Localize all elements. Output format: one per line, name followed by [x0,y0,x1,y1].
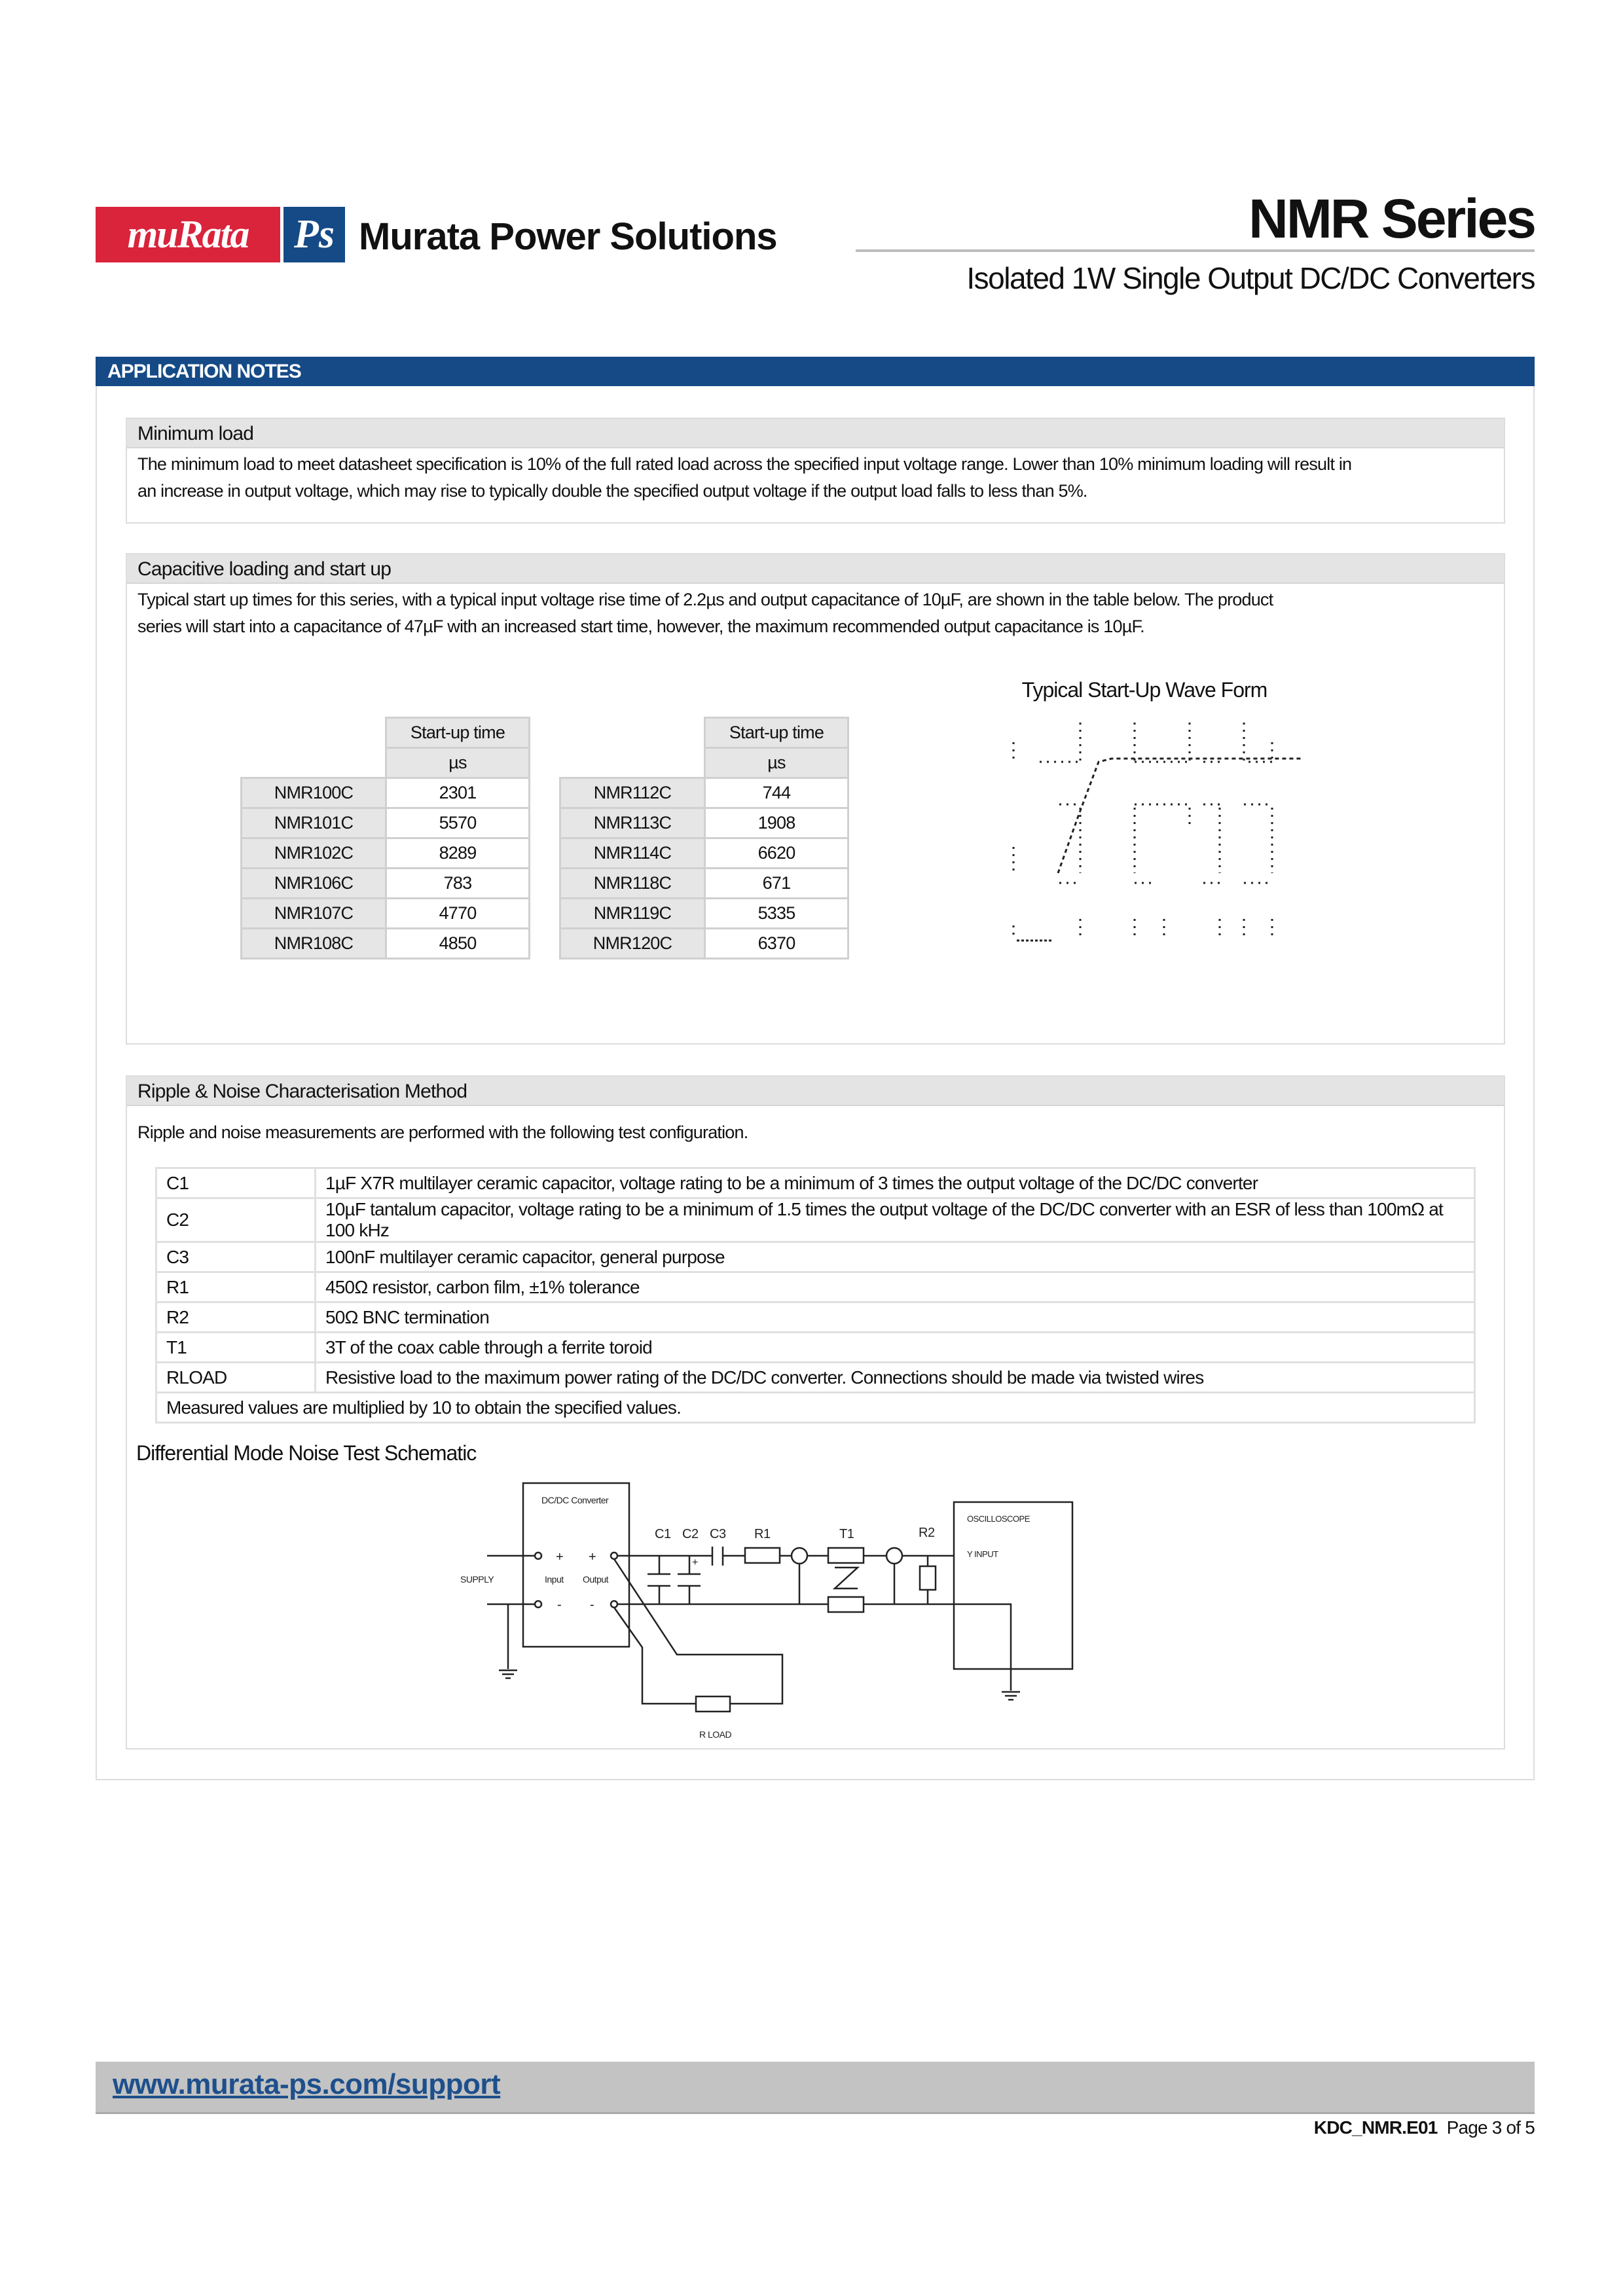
model-cell: NMR107C [242,899,386,929]
t1-coupling-symbol [835,1568,858,1588]
y-input-label: Y INPUT [967,1549,998,1559]
converter-label: DC/DC Converter [541,1495,609,1505]
model-cell: NMR108C [242,929,386,959]
schematic-title: Differential Mode Noise Test Schematic [136,1441,477,1465]
supply-label: SUPPLY [460,1574,494,1585]
text-line: Typical start up times for this series, with a typical input voltage rise time of 2.2µs and output capacitance of 10µF, are shown in the table below. The product [137,590,1273,609]
page-info [1314,2117,1535,2138]
scope-label: OSCILLOSCOPE [967,1514,1030,1524]
r2-label: R2 [919,1526,935,1540]
model-cell: NMR120C [560,929,705,959]
logo-text: muRata [127,213,249,256]
column-header: Start-up time [705,718,848,748]
startup-time-cell: 4850 [386,929,530,959]
startup-time-cell: 2301 [386,778,530,808]
model-cell: NMR112C [560,778,705,808]
unit-header: µs [705,748,848,778]
c1-label: C1 [655,1527,671,1541]
startup-time-cell: 6370 [705,929,848,959]
startup-time-cell: 783 [386,869,530,899]
startup-time-cell: 8289 [386,838,530,869]
t1-toroid-top [828,1548,864,1563]
rload-resistor [696,1696,730,1712]
startup-time-cell: 5570 [386,808,530,838]
text-line: series will start into a capacitance of 47µF with an increased start time, however, the maximum recommended output capacitance is 10µF. [137,617,1144,636]
page-title: NMR Series [1249,188,1535,249]
description-cell: 10µF tantalum capacitor, voltage rating to be a minimum of 1.5 times the output voltage of the DC/DC converter with an ESR of less than 100mΩ at 100 kHz [316,1198,1475,1242]
brand-name: Murata Power Solutions [359,215,777,258]
section-heading: Ripple & Noise Characterisation Method [127,1077,1504,1106]
model-cell: NMR113C [560,808,705,838]
t1-toroid-bottom [828,1597,864,1612]
model-cell: NMR100C [242,778,386,808]
note-cell: Measured values are multiplied by 10 to obtain the specified values. [156,1393,1475,1423]
component-cell: R1 [156,1272,316,1302]
c3-symbol [712,1547,723,1566]
input-plus-terminal [535,1552,541,1559]
dcdc-converter-box [523,1483,629,1647]
plus-label: + [589,1550,596,1564]
c3-label: C3 [710,1527,726,1541]
model-cell: NMR102C [242,838,386,869]
startup-time-cell: 1908 [705,808,848,838]
oscilloscope-box [954,1502,1072,1669]
component-cell: C1 [156,1168,316,1198]
section-bar: APPLICATION NOTES [96,357,1535,386]
description-cell: 1µF X7R multilayer ceramic capacitor, voltage rating to be a minimum of 3 times the output voltage of the DC/DC converter [316,1168,1475,1198]
ripple-intro: Ripple and noise measurements are performed with the following test configuration. [137,1122,748,1142]
startup-time-cell: 4770 [386,899,530,929]
startup-time-cell: 5335 [705,899,848,929]
component-cell: R2 [156,1302,316,1333]
input-label: Input [545,1574,564,1585]
rload-wires [614,1559,782,1704]
doc-code: KDC_NMR.E01 [1313,2117,1438,2138]
section-heading: Capacitive loading and start up [127,554,1504,584]
bnc-connector [886,1548,902,1564]
rload-label: R LOAD [699,1729,732,1740]
component-cell: RLOAD [156,1363,316,1393]
support-link[interactable]: www.murata-ps.com/support [113,2068,501,2100]
text-line: The minimum load to meet datasheet specification is 10% of the full rated load across the specified input voltage range. Lower than 10% minimum loading will result in [137,454,1352,474]
output-minus-terminal [611,1601,617,1607]
output-label: Output [583,1574,609,1585]
plus-label: + [556,1550,564,1564]
column-header: Start-up time [386,718,530,748]
c2-polarity: + [692,1557,698,1568]
r1-label: R1 [754,1527,771,1541]
startup-time-cell: 744 [705,778,848,808]
page-number: Page 3 of 5 [1446,2117,1535,2138]
unit-header: µs [386,748,530,778]
text-line: an increase in output voltage, which may rise to typically double the specified output voltage if the output load falls to less than 5%. [137,481,1087,501]
startup-time-cell: 6620 [705,838,848,869]
description-cell: 50Ω BNC termination [316,1302,1475,1333]
description-cell: 450Ω resistor, carbon film, ±1% tolerance [316,1272,1475,1302]
r1-resistor [745,1548,780,1563]
t1-label: T1 [839,1527,854,1541]
bnc-connector [792,1548,807,1564]
model-cell: NMR106C [242,869,386,899]
component-cell: C3 [156,1242,316,1272]
output-plus-terminal [611,1552,617,1559]
minus-label: - [557,1598,562,1612]
model-cell: NMR119C [560,899,705,929]
waveform-title: Typical Start-Up Wave Form [1021,678,1267,702]
section-heading: Minimum load [127,419,1504,448]
minus-label: - [590,1598,594,1612]
supply-wires [487,1556,535,1678]
page-subtitle: Isolated 1W Single Output DC/DC Converters [966,261,1535,295]
description-cell: 100nF multilayer ceramic capacitor, general purpose [316,1242,1475,1272]
description-cell: 3T of the coax cable through a ferrite toroid [316,1333,1475,1363]
component-cell: C2 [156,1198,316,1242]
description-cell: Resistive load to the maximum power rating of the DC/DC converter. Connections should be made via twisted wires [316,1363,1475,1393]
r2-resistor [920,1566,936,1590]
model-cell: NMR101C [242,808,386,838]
startup-time-cell: 671 [705,869,848,899]
model-cell: NMR118C [560,869,705,899]
signal-wires [617,1556,1020,1700]
shield-wires [799,1564,894,1604]
component-cell: T1 [156,1333,316,1363]
model-cell: NMR114C [560,838,705,869]
logo-ps-text: Ps [294,212,335,257]
input-minus-terminal [535,1601,541,1607]
c2-label: C2 [682,1527,699,1541]
